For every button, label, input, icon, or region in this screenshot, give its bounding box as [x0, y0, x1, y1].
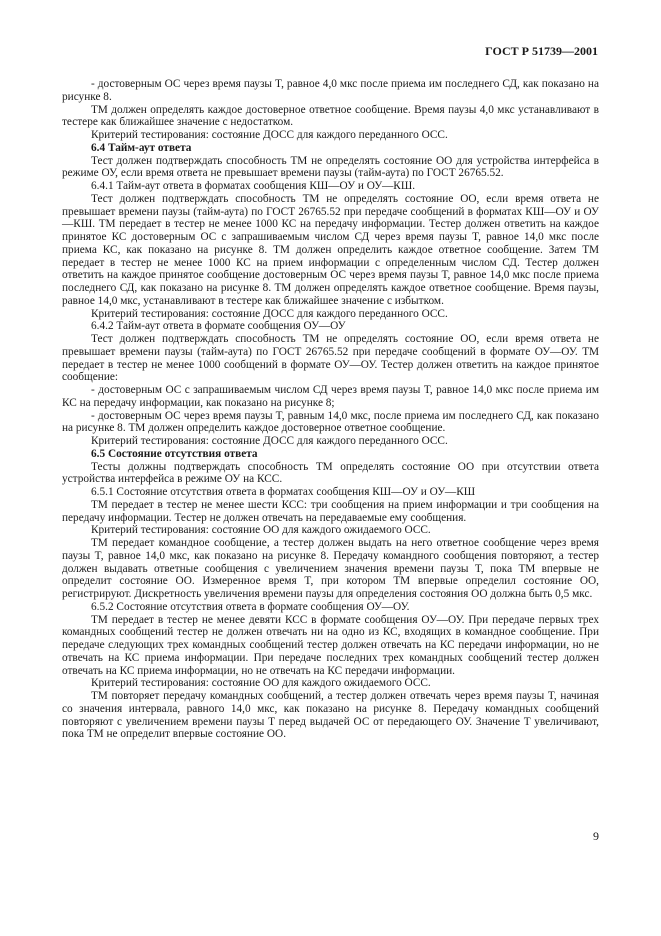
paragraph: Тест должен подтверждать способность ТМ не определять состояние ОО, если время ответа не превышает времени паузы (тайм-аута) по ГОСТ 26765.52 при передаче сообщений в формате ОУ—ОУ. ТМ передает в тестер не менее 1000 сообщений в формате ОУ—ОУ. Тестер должен ответить на каждое принятое сообщение:: [62, 333, 599, 384]
section-heading: 6.4 Тайм-аут ответа: [91, 141, 192, 154]
paragraph: 6.4.1 Тайм-аут ответа в форматах сообщения КШ—ОУ и ОУ—КШ.: [91, 180, 416, 192]
paragraph: Тест должен подтверждать способность ТМ не определять состояние ОО для устройства интерфейса в режиме ОУ, если время ответа не превышает времени паузы (тайм-аута) по ГОСТ 26765.52.: [62, 154, 599, 180]
paragraph: 6.4.2 Тайм-аут ответа в формате сообщения ОУ—ОУ: [91, 320, 346, 333]
paragraph: ТМ повторяет передачу командных сообщений, а тестер должен отвечать через время паузы T, начиная со значения интервала, равного 14,0 мкс, как показано на рисунке 8. Передачу командных сообщений повторяют с увеличением времени паузы T перед выдачей ОС от передающего ОУ. Значение T увеличивают, пока ТМ не определит впервые состояние ОО.: [62, 690, 599, 741]
paragraph: 6.5.1 Состояние отсутствия ответа в форматах сообщения КШ—ОУ и ОУ—КШ: [91, 486, 476, 498]
paragraph: ТМ передает в тестер не менее шести КСС: три сообщения на прием информации и три сообщения на передачу информации. Тестер не должен отвечать на передаваемые ему сообщения.: [62, 498, 599, 524]
paragraph: - достоверным ОС через время паузы T, равное 4,0 мкс после приема им последнего СД, как показано на рисунке 8.: [62, 78, 599, 103]
paragraph: Критерий тестирования: состояние ОО для каждого ожидаемого ОСС.: [91, 677, 431, 690]
paragraph: Критерий тестирования: состояние ДОСС для каждого переданного ОСС.: [91, 435, 448, 447]
paragraph: ТМ должен определять каждое достоверное ответное сообщение. Время паузы 4,0 мкс устанавливают в тестере как ближайшее значение с недостатком.: [62, 103, 599, 129]
paragraph: ТМ передает командное сообщение, а тестер должен выдать на него ответное сообщение через время паузы T, равное 14,0 мкс, как показано на рисунке 8. Передачу командного сообщения повторяют, а тестер должен выдавать ответные сообщения с увеличением значения времени паузы T, пока ТМ впервые не определит состояние ОО. Измеренное время T, при котором ТМ впервые определил состояние ОО, регистрируют. Дискретность увеличения времени паузы для определения состояния ОО должна быть 0,5 мкс.: [62, 537, 599, 600]
paragraph: 6.5.2 Состояние отсутствия ответа в формате сообщения ОУ—ОУ.: [91, 600, 410, 613]
paragraph: Критерий тестирования: состояние ДОСС для каждого переданного ОСС.: [91, 129, 448, 141]
section-heading: 6.5 Состояние отсутствия ответа: [91, 447, 258, 460]
page-number: 9: [593, 829, 599, 843]
paragraph: Тесты должны подтверждать способность ТМ определять состояние ОО при отсутствии ответа устройства интерфейса в режиме ОУ на КСС.: [62, 460, 599, 486]
paragraph: ТМ передает в тестер не менее девяти КСС в формате сообщения ОУ—ОУ. При передаче первых трех командных сообщений тестер не должен отвечать ни на одно из КС, входящих в командное сообщение. При передаче следующих трех командных сообщений тестер должен отвечать на КС передачи информации, но не отвечать на КС приема информации. При передаче последних трех командных сообщений тестер должен отвечать на КС приема информации, но не отвечать на КС передачи информации.: [62, 613, 599, 677]
page-body: [62, 78, 599, 741]
paragraph: - достоверным ОС через время паузы T, равным 14,0 мкс, после приема им последнего СД, как показано на рисунке 8. ТМ должен определить каждое достоверное ответное сообщение.: [62, 409, 599, 435]
paragraph: - достоверным ОС с запрашиваемым числом СД через время паузы T, равное 14,0 мкс после приема им КС на передачу информации, как показано на рисунке 8;: [62, 384, 599, 409]
paragraph: Критерий тестирования: состояние ДОСС для каждого переданного ОСС.: [91, 307, 448, 320]
paragraph: Критерий тестирования: состояние ОО для каждого ожидаемого ОСС.: [91, 524, 431, 537]
page-header: ГОСТ Р 51739—2001: [485, 44, 598, 58]
paragraph: Тест должен подтверждать способность ТМ не определять состояние ОО, если время ответа не превышает времени паузы (тайм-аута) по ГОСТ 26765.52 при передаче сообщений в форматах КШ—ОУ и ОУ—КШ. ТМ передает в тестер не менее 1000 КС на передачу информации. Тестер должен ответить на каждое принятое КС достоверным ОС с запрашиваемым числом СД через время паузы T, равное 14,0 мкс после приема КС, как показано на рисунке 8. ТМ должен определить каждое ответное сообщение. Затем ТМ передает в тестер не менее 1000 КС на прием информации с определенным числом СД. Тестер должен ответить на каждое принятое сообщение достоверным ОС через время паузы T, равное 14,0 мкс после приема последнего СД, как показано на рисунке 8. ТМ должен определять каждое ответное сообщение. Время паузы, равное 14,0 мкс, устанавливают в тестере как ближайшее значение с избытком.: [62, 192, 599, 307]
